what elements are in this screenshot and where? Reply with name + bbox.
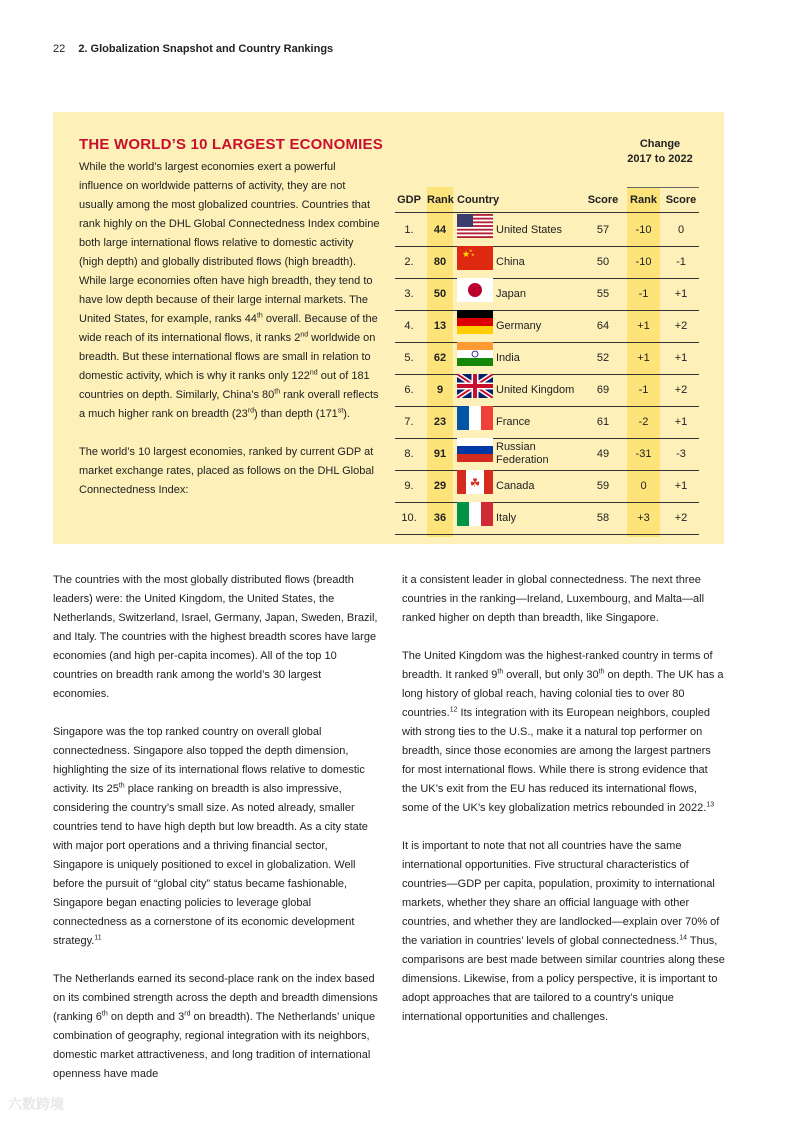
svg-text:★: ★ bbox=[462, 249, 471, 259]
rank-cell: 91 bbox=[433, 448, 447, 460]
country-cell: United States bbox=[496, 224, 563, 236]
change-score-cell: +1 bbox=[674, 352, 688, 364]
change-rank-cell: -2 bbox=[638, 416, 649, 428]
rank-cell: 80 bbox=[433, 256, 447, 268]
change-score-cell: +1 bbox=[674, 288, 688, 300]
score-cell: 64 bbox=[596, 320, 610, 332]
change-rank-cell: -10 bbox=[635, 224, 652, 236]
rank-cell: 9 bbox=[436, 384, 444, 396]
country-cell: Russian Federation bbox=[496, 441, 549, 466]
gdp-cell: 8. bbox=[404, 448, 414, 460]
watermark: 六数跨境 bbox=[8, 1096, 64, 1112]
change-rank-cell: -1 bbox=[638, 384, 649, 396]
header-change-score: Score bbox=[665, 194, 697, 206]
country-cell: India bbox=[496, 352, 520, 364]
rank-cell: 29 bbox=[433, 480, 447, 492]
change-rank-cell: +1 bbox=[637, 320, 650, 332]
change-score-cell: -3 bbox=[676, 448, 686, 460]
germany-flag-icon bbox=[457, 310, 493, 342]
gdp-cell: 3. bbox=[404, 288, 414, 300]
left-paragraph-3: The Netherlands earned its second-place rank on the index based on its combined strength across the depth and breadth dimensions (ranking 6th on depth and 3rd on breadth). The Netherlands’ unique combination of geography, regional integration with its neighbors, domestic market attractiveness, and long tradition of international openness have made bbox=[53, 973, 378, 1080]
country-cell: Japan bbox=[496, 288, 526, 300]
japan-flag-icon bbox=[457, 278, 493, 310]
svg-text:★: ★ bbox=[471, 252, 475, 257]
right-paragraph-2: The United Kingdom was the highest-ranked country in terms of breadth. It ranked 9th overall, but only 30th on depth. The UK has a long history of global reach, having colonial ties to over 80 countries.$^{12}$ Its integration with its European neighbors, coupled with strong ties to the U.S., make it a natural top performer on breadth, since those economies are among the largest partners for most international flows. While there is strong evidence that the UK’s exit from the EU has reduced its international flows, some of the UK’s key globalization metrics rebounded in 2022.13 bbox=[402, 650, 724, 814]
country-cell: Germany bbox=[496, 320, 542, 332]
score-cell: 59 bbox=[596, 480, 610, 492]
gdp-cell: 1. bbox=[404, 224, 414, 236]
rank-cell: 44 bbox=[433, 224, 447, 236]
change-rank-cell: +1 bbox=[637, 352, 650, 364]
score-cell: 55 bbox=[596, 288, 610, 300]
russia-flag-icon bbox=[457, 438, 493, 470]
change-score-cell: +1 bbox=[674, 480, 688, 492]
score-cell: 57 bbox=[596, 224, 610, 236]
gdp-cell: 10. bbox=[401, 512, 417, 524]
header-change-rank: Rank bbox=[630, 194, 657, 206]
rank-cell: 36 bbox=[433, 512, 447, 524]
gdp-cell: 2. bbox=[404, 256, 414, 268]
score-cell: 61 bbox=[596, 416, 610, 428]
score-cell: 58 bbox=[596, 512, 610, 524]
gdp-cell: 4. bbox=[404, 320, 414, 332]
change-header: Change 2017 to 2022 bbox=[627, 138, 693, 165]
change-score-cell: +2 bbox=[674, 320, 688, 332]
table-row bbox=[395, 246, 699, 279]
change-score-cell: +1 bbox=[674, 416, 688, 428]
table-row bbox=[395, 214, 699, 247]
intro-paragraph-2: The world’s 10 largest economies, ranked by current GDP at market exchange rates, placed as follows on the DHL Global Connectedness Index: bbox=[79, 446, 374, 496]
change-score-cell: -1 bbox=[676, 256, 686, 268]
score-cell: 52 bbox=[596, 352, 610, 364]
italy-flag-icon bbox=[457, 502, 493, 534]
canada-flag-icon bbox=[457, 470, 493, 502]
box-intro bbox=[79, 158, 381, 500]
gdp-cell: 7. bbox=[404, 416, 414, 428]
rank-cell: 50 bbox=[433, 288, 447, 300]
gdp-cell: 5. bbox=[404, 352, 414, 364]
change-score-cell: 0 bbox=[677, 224, 685, 236]
right-paragraph-3: It is important to note that not all countries have the same international opportunities. Five structural characteristics of countries—GDP per capita, population, proximity to international markets, whether they share an official language with other countries, and whether they are landlocked—explain over 70% of the variation in countries’ levels of global connectedness.$^{14}$ Thus, comparisons are best made between similar countries along these dimensions. Likewise, from a policy perspective, it is important to adopt approaches that are tailored to a country’s unique international opportunities and challenges. bbox=[402, 840, 725, 1023]
table-row bbox=[395, 470, 699, 503]
change-score-cell: +2 bbox=[674, 384, 688, 396]
country-cell: Canada bbox=[496, 480, 535, 492]
right-column bbox=[402, 571, 726, 1027]
right-paragraph-1: it a consistent leader in global connectedness. The next three countries in the ranking—Ireland, Luxembourg, and Malta—all ranked higher on depth than breadth, like Singapore. bbox=[402, 574, 705, 624]
gdp-cell: 6. bbox=[404, 384, 414, 396]
country-cell: France bbox=[496, 416, 531, 428]
rank-cell: 13 bbox=[433, 320, 447, 332]
page-number: 22 bbox=[53, 43, 66, 55]
rank-cell: 23 bbox=[433, 416, 447, 428]
china-flag-icon bbox=[457, 246, 493, 278]
score-cell: 49 bbox=[596, 448, 610, 460]
header-score: Score bbox=[587, 194, 619, 206]
left-paragraph-2: Singapore was the top ranked country on overall global connectedness. Singapore also topped the depth dimension, highlighting the size of its international flows relative to domestic activity. Its 25th place ranking on breadth is also impressive, considering the country’s small size. As noted already, smaller countries tend to have high depth but low breadth. As a city state with major port operations and a thriving financial sector, Singapore is uniquely positioned to excel in globalization. Well before the pursuit of “global city” status became fashionable, Singapore began enacting policies to leverage global connectedness as a cornerstone of its economic development strategy.$^{11}$ bbox=[53, 726, 368, 947]
country-cell: Italy bbox=[496, 512, 517, 524]
change-rank-cell: -1 bbox=[638, 288, 649, 300]
left-paragraph-1: The countries with the most globally distributed flows (breadth leaders) were: the United Kingdom, the United States, the Netherlands, Switzerland, Israel, Germany, Japan, Sweden, Brazil, and Italy. The countries with the highest breadth scores have large economies (and high per-capita incomes). All of the top 10 countries on breadth rank among the world’s 30 largest economies. bbox=[53, 574, 378, 700]
uk-flag-icon bbox=[457, 374, 493, 406]
svg-text:☘: ☘ bbox=[469, 476, 481, 490]
largest-economies-box bbox=[53, 112, 724, 544]
change-rank-cell: -31 bbox=[635, 448, 652, 460]
table-row bbox=[395, 502, 699, 535]
rank-cell: 62 bbox=[433, 352, 447, 364]
india-flag-icon bbox=[457, 342, 493, 374]
change-rank-cell: -10 bbox=[635, 256, 652, 268]
header-country: Country bbox=[457, 194, 500, 206]
country-cell: United Kingdom bbox=[496, 384, 575, 396]
france-flag-icon bbox=[457, 406, 493, 438]
box-title: THE WORLD’S 10 LARGEST ECONOMIES bbox=[79, 136, 383, 153]
table-row bbox=[395, 310, 699, 343]
left-column bbox=[53, 571, 379, 1084]
svg-text:★: ★ bbox=[469, 248, 473, 253]
table-row bbox=[395, 342, 699, 375]
country-cell: China bbox=[496, 256, 525, 268]
header-rank: Rank bbox=[427, 194, 454, 206]
us-flag-icon bbox=[457, 214, 493, 246]
section-title: 2. Globalization Snapshot and Country Rankings bbox=[78, 43, 334, 55]
intro-paragraph: While the world’s largest economies exert a powerful influence on worldwide patterns of activity, they are not usually among the most globalized countries. Countries that rank highly on the DHL Global Connectedness Index combine both large international flows relative to domestic activity (high depth) and globally distributed flows (high breadth). While large economies often have high breadth, they tend to have low depth because of their large internal markets. The United States, for example, ranks 44th overall. Because of the wide reach of its international flows, it ranks 2nd worldwide on breadth. But these international flows are small in relation to domestic activity, which is why it ranks only 122nd out of 181 countries on depth. Similarly, China’s 80th rank overall reflects a much higher rank on breadth (23rd) than depth (171st). bbox=[79, 161, 380, 420]
score-cell: 69 bbox=[596, 384, 610, 396]
header-gdp: GDP bbox=[397, 194, 421, 206]
change-rank-cell: +3 bbox=[637, 512, 650, 524]
change-rank-cell: 0 bbox=[640, 480, 647, 492]
table-row bbox=[395, 374, 699, 407]
table-row bbox=[395, 438, 699, 471]
score-cell: 50 bbox=[596, 256, 610, 268]
table-row bbox=[395, 278, 699, 311]
page-header bbox=[53, 43, 333, 55]
table-row bbox=[395, 406, 699, 439]
gdp-cell: 9. bbox=[404, 480, 414, 492]
change-score-cell: +2 bbox=[674, 512, 688, 524]
